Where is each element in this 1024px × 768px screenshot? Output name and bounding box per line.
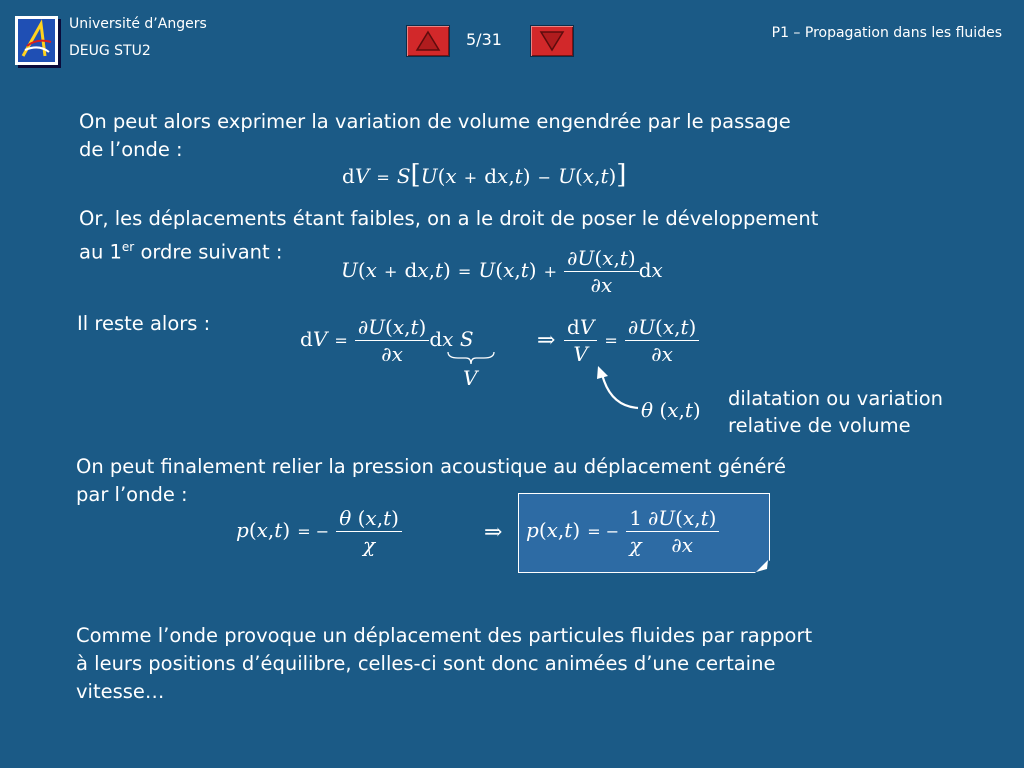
paragraph-1-line-2: de l’onde : bbox=[79, 138, 183, 161]
equation-first-order-expansion: U(x + dx,t) = U(x,t) + $\frac{\partial U(x,t)}{\partial x}$ dx bbox=[341, 246, 663, 297]
paragraph-2-line-1: Or, les déplacements étant faibles, on a le droit de poser le développement bbox=[79, 207, 819, 230]
implies-symbol-2: ⇒ bbox=[484, 520, 503, 545]
implies-symbol-1: ⇒ bbox=[537, 328, 556, 353]
underbrace-icon bbox=[446, 350, 496, 366]
underbrace-label-v: V bbox=[463, 366, 478, 390]
paragraph-5-line-1: Comme l’onde provoque un déplacement des particules fluides par rapport bbox=[76, 624, 813, 647]
equation-relative-volume: $\frac{dV}{V}$ = $\frac{\partial U(x,t)}{\partial x}$ bbox=[564, 314, 699, 367]
paragraph-5-line-3: vitesse… bbox=[76, 680, 165, 703]
next-slide-button[interactable] bbox=[530, 25, 574, 57]
equation-volume-variation: dV = S[U(x + dx,t) − U(x,t)] bbox=[342, 160, 627, 190]
triangle-down-icon bbox=[539, 30, 565, 52]
paragraph-4-line-2: par l’onde : bbox=[76, 483, 188, 506]
university-name: Université d’Angers bbox=[69, 16, 207, 32]
curved-arrow-icon bbox=[592, 362, 642, 414]
paragraph-4-line-1: On peut finalement relier la pression acoustique au déplacement généré bbox=[76, 455, 787, 478]
course-title: P1 – Propagation dans les fluides bbox=[771, 25, 1002, 41]
page-curl-icon bbox=[756, 560, 770, 574]
university-logo bbox=[15, 16, 61, 68]
paragraph-1-line-1: On peut alors exprimer la variation de volume engendrée par le passage bbox=[79, 110, 791, 133]
paragraph-2-line-2: au 1er ordre suivant : bbox=[79, 240, 283, 264]
previous-slide-button[interactable] bbox=[406, 25, 450, 57]
annotation-line-1: dilatation ou variation bbox=[728, 387, 944, 410]
triangle-up-icon bbox=[415, 30, 441, 52]
annotation-line-2: relative de volume bbox=[728, 414, 911, 437]
equation-dv: dV = $\frac{\partial U(x,t)}{\partial x}$ dx S bbox=[300, 315, 474, 366]
paragraph-5-line-2: à leurs positions d’équilibre, celles-ci sont donc animées d’une certaine bbox=[76, 652, 776, 675]
equation-pressure-final: p(x,t) = − $\frac{1}{\chi}$ $\frac{\partial U(x,t)}{\partial x}$ bbox=[526, 505, 719, 558]
equation-theta: θ (x,t) bbox=[641, 398, 701, 422]
page-indicator: 5/31 bbox=[466, 30, 502, 49]
program-name: DEUG STU2 bbox=[69, 43, 151, 59]
paragraph-3: Il reste alors : bbox=[77, 312, 211, 335]
equation-pressure: p(x,t) = − $\frac{\theta (x,t)}{\chi}$ bbox=[236, 505, 402, 558]
